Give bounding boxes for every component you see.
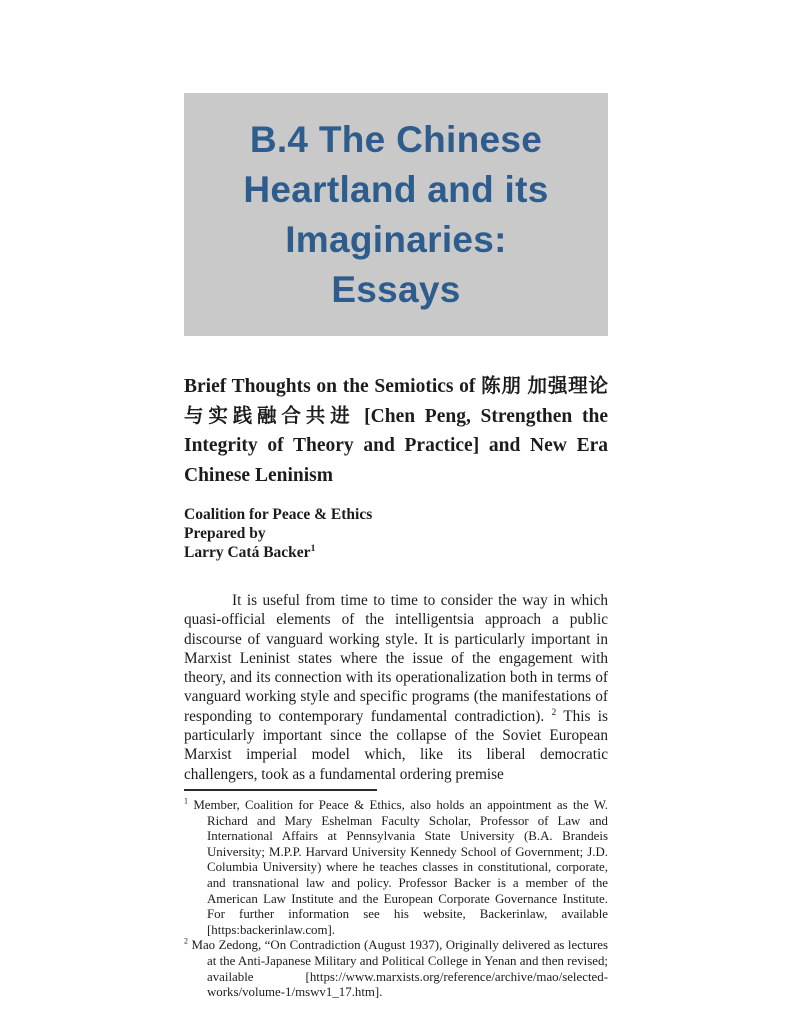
essay-title: Brief Thoughts on the Semiotics of 陈朋 加强理论与实践融合共进 [Chen Peng, Strengthen the Integrity of Theory and Practice] and New Era Chinese Leninism [184,376,608,486]
byline-prepared-by: Prepared by [184,525,266,542]
body-text: It is useful from time to time to consider the way in which quasi-official elements of the intelligentsia approach a public discourse of vanguard working style. It is particularly important in Marxist Leninist states where the issue of the engagement with theory, and its connection with its operationalization both in terms of vanguard working style and specific programs (the manifestations of responding to contemporary fundamental contradiction). [184,592,608,725]
footnote-text: Mao Zedong, “On Contradiction (August 1937), Originally delivered as lectures at the Anti-Japanese Military and Political College in Yenan and then revised; available [https://www.marxists.org/reference/archive/mao/selected-works/volume-1/mswv1_17.htm]. [188,938,608,1000]
footnote-text: Member, Coalition for Peace & Ethics, also holds an appointment as the W. Richard and Mary Eshelman Faculty Scholar, Professor of Law and International Affairs at Pennsylvania State University (B.A. Brandeis University; M.P.P. Harvard University Kennedy School of Government; J.D. Columbia University) where he teaches classes in constitutional, corporate, and transnational law and policy. Professor Backer is a member of the American Law Institute and the European Corporate Governance Institute. For further information see his website, Backerinlaw, available [https:backerinlaw.com]. [188,797,608,937]
byline-block [184,505,608,562]
body-text: This is particularly important since the collapse of the Soviet European Marxist imperial model which, like its liberal democratic challengers, took as a fundamental ordering premise [184,707,608,783]
footnote-number: 2 [184,937,188,947]
footnote-separator [184,789,377,791]
byline-author [184,543,608,562]
footnote-item [184,938,608,1000]
content-column [184,0,608,1001]
section-title-line: Essays [331,268,461,310]
footnotes-block [184,798,608,1001]
footnote-ref-marker: 2 [551,707,557,718]
section-title-banner [184,93,608,336]
section-title-line: B.4 The Chinese [249,118,543,160]
author-footnote-ref: 1 [310,542,316,554]
author-name: Larry Catá Backer [184,544,311,561]
body-paragraph [184,591,608,784]
footnote-item [184,798,608,938]
byline-organization: Coalition for Peace & Ethics [184,506,373,523]
section-title-line: Imaginaries: [285,218,507,260]
footnote-number: 1 [184,796,188,806]
section-title-line: Heartland and its [243,168,549,210]
